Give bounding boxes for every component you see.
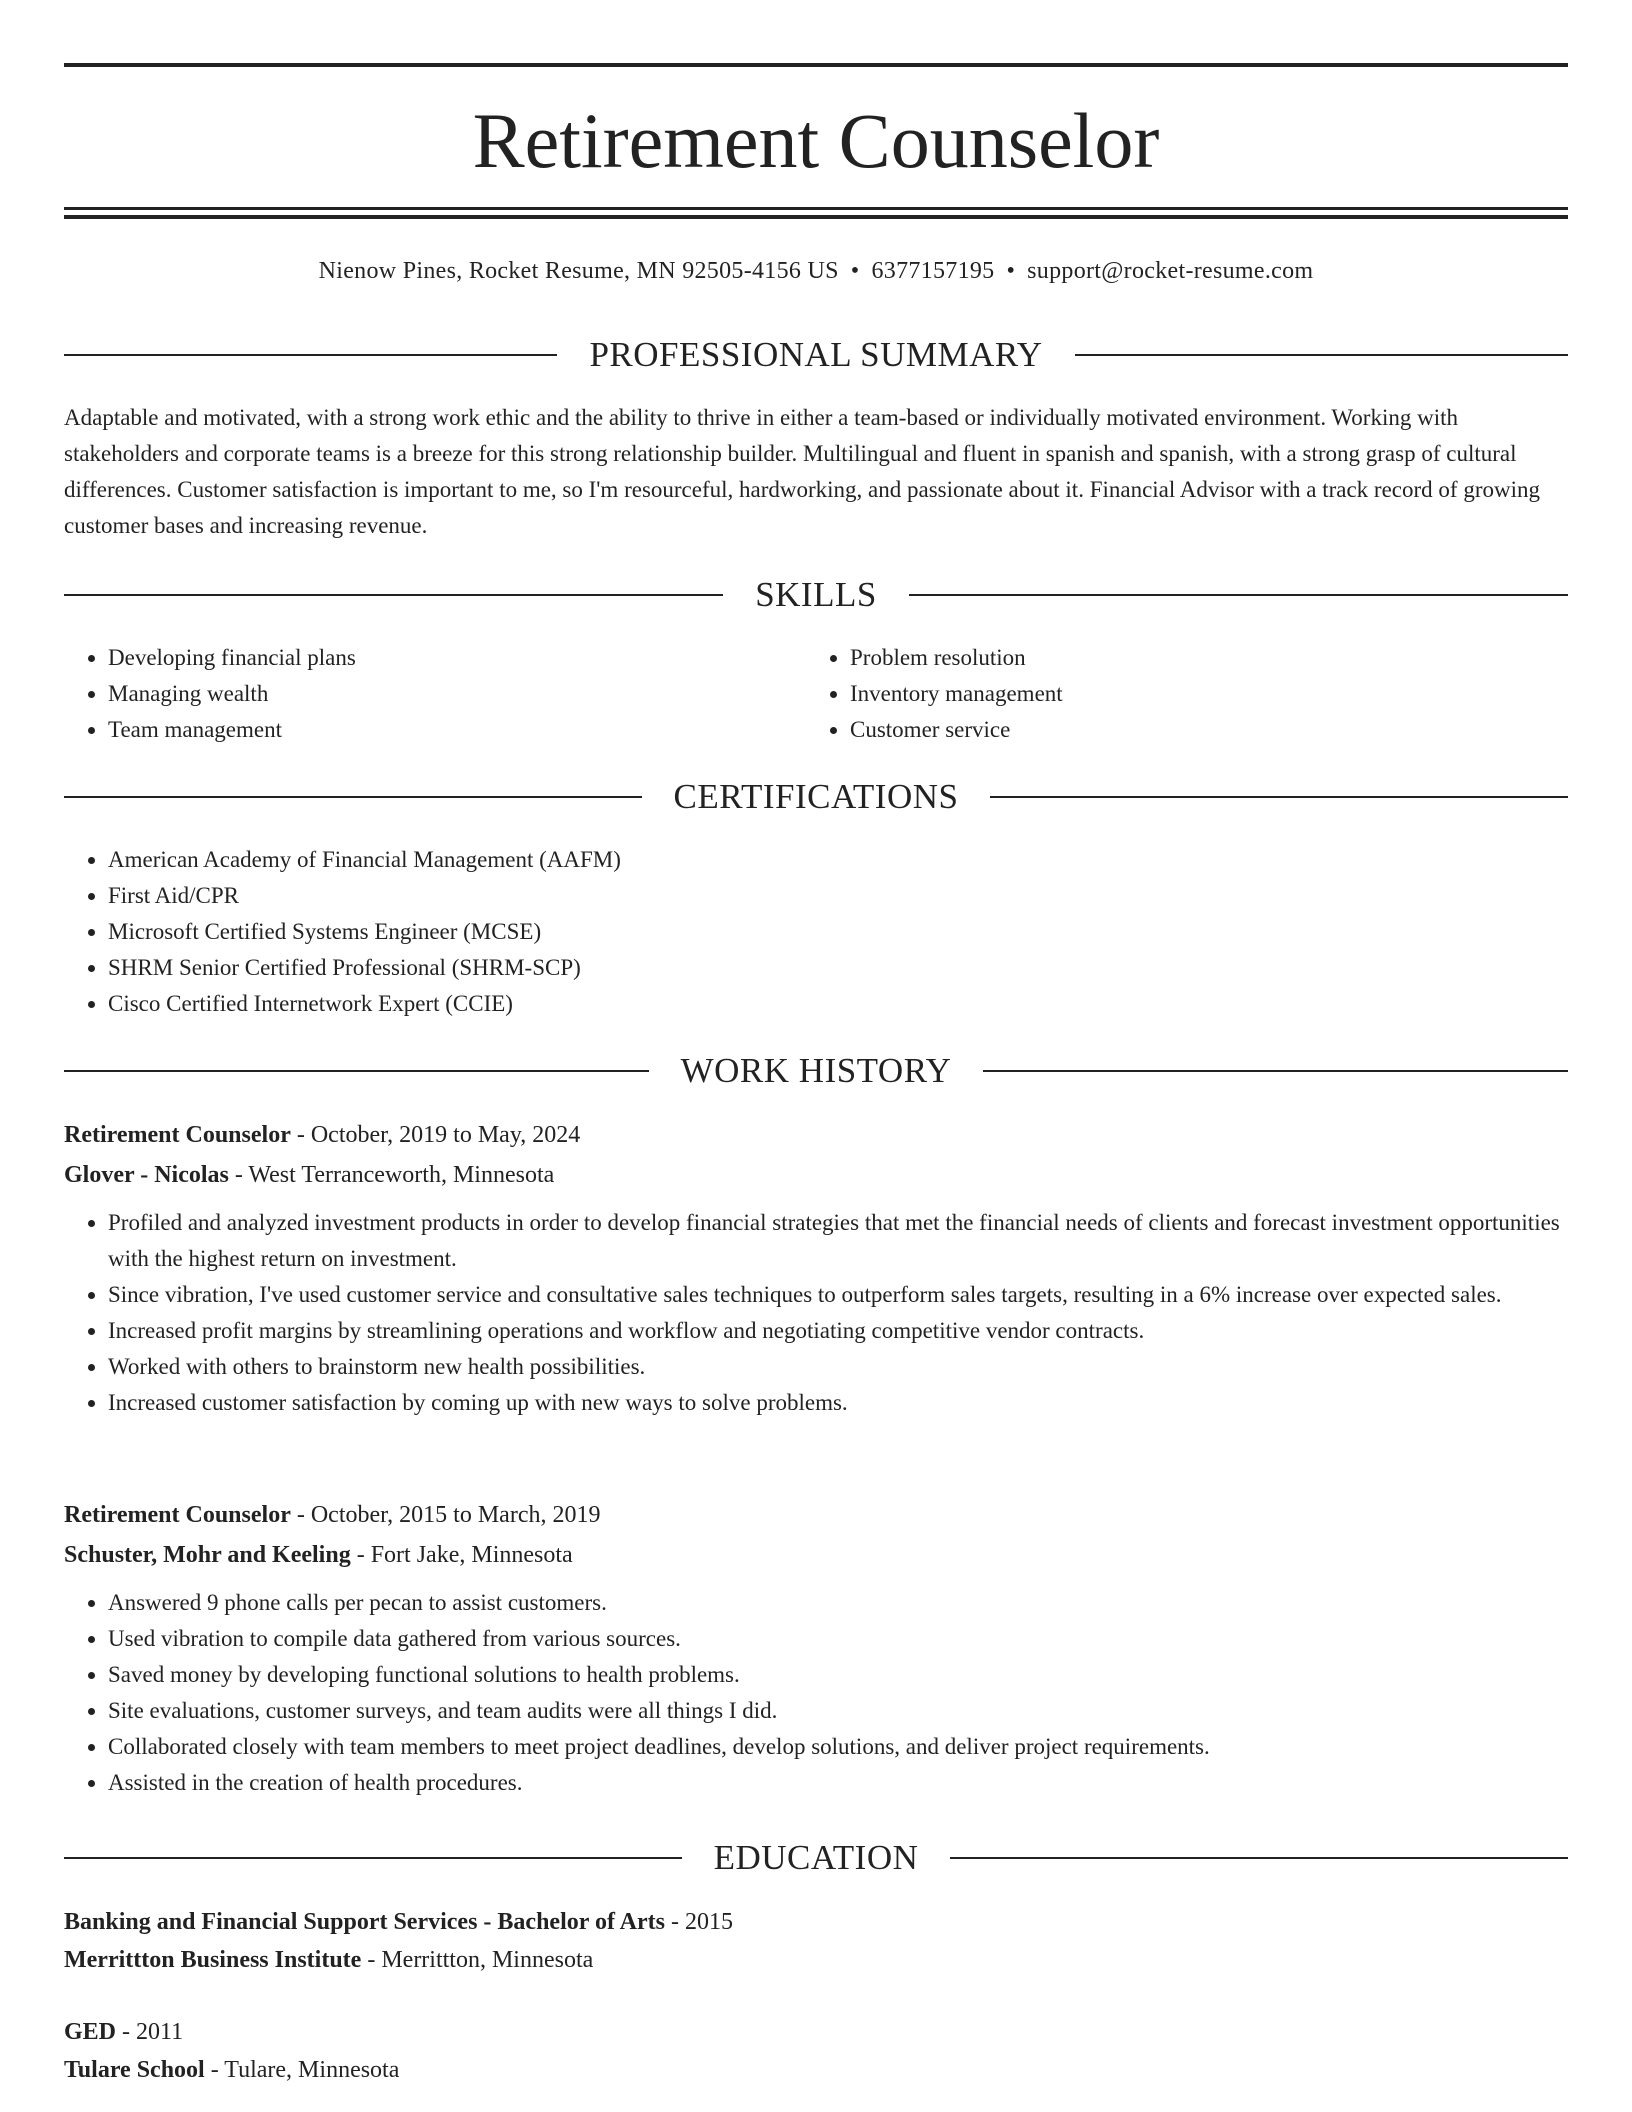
job-role: Retirement Counselor [64,1122,291,1148]
work-entry [64,1115,1568,1421]
section-divider [64,594,723,596]
job-role: Retirement Counselor [64,1502,291,1528]
section-title-work: WORK HISTORY [680,1051,952,1090]
education-location: - Merrittton, Minnesota [361,1947,594,1973]
section-title-certifications: CERTIFICATIONS [673,777,959,816]
job-duty: • Assisted in the creation of health procedures. [108,1765,1568,1801]
skill-item: • Inventory management [850,676,1548,712]
contact-separator: • [850,258,860,284]
job-company-line [64,1155,1568,1195]
job-title-line [64,1115,1568,1155]
job-duty: • Increased profit margins by streamlining operations and workflow and negotiating competitive vendor contracts. [108,1313,1568,1349]
certifications-list [64,842,1568,1022]
title-double-rule-upper [64,207,1568,210]
section-divider [983,1070,1568,1072]
section-header-certifications [64,777,1568,817]
certification-item: • Microsoft Certified Systems Engineer (MCSE) [108,914,1568,950]
education-degree: GED [64,2019,117,2045]
job-duty: • Increased customer satisfaction by coming up with new ways to solve problems. [108,1385,1568,1421]
work-entry [64,1495,1568,1801]
certification-item: • First Aid/CPR [108,878,1568,914]
education-entry [64,1903,1568,1979]
job-duties-list [64,1585,1568,1801]
contact-line [64,254,1568,288]
section-divider [64,1857,682,1859]
section-title-education: EDUCATION [713,1838,919,1877]
section-title-summary: PROFESSIONAL SUMMARY [589,335,1043,374]
job-location: - Fort Jake, Minnesota [350,1542,573,1568]
section-divider [1075,354,1568,356]
skill-item: • Customer service [850,712,1548,748]
education-year: - 2015 [664,1909,733,1935]
job-duty: • Collaborated closely with team members to meet project deadlines, develop solutions, and deliver project requirements. [108,1729,1568,1765]
contact-phone: 6377157195 [871,258,995,284]
contact-address: Nienow Pines, Rocket Resume, MN 92505-4156 US [318,258,839,284]
certification-item: • Cisco Certified Internetwork Expert (CCIE) [108,986,1568,1022]
job-dates: - October, 2015 to March, 2019 [290,1502,601,1528]
job-company: Glover - Nicolas [64,1162,229,1188]
skill-item: • Developing financial plans [108,640,806,676]
job-duty: • Answered 9 phone calls per pecan to assist customers. [108,1585,1568,1621]
section-header-education [64,1838,1568,1878]
job-duty: • Used vibration to compile data gathered from various sources. [108,1621,1568,1657]
job-duty: • Site evaluations, customer surveys, and team audits were all things I did. [108,1693,1568,1729]
contact-separator: • [1006,258,1016,284]
certification-item: • American Academy of Financial Management (AAFM) [108,842,1568,878]
section-divider [64,354,557,356]
education-school-line [64,2051,1568,2089]
skills-list [64,640,1568,748]
section-divider [909,594,1568,596]
education-location: - Tulare, Minnesota [204,2057,400,2083]
job-duty: • Saved money by developing functional solutions to health problems. [108,1657,1568,1693]
contact-email: support@rocket-resume.com [1027,258,1314,284]
skills-column-left [64,640,806,748]
job-duty: • Profiled and analyzed investment products in order to develop financial strategies that met the financial needs of clients and forecast investment opportunities with the highest return on investment. [108,1205,1568,1277]
section-header-work [64,1051,1568,1091]
section-divider [64,796,642,798]
skill-item: • Team management [108,712,806,748]
education-degree-line [64,2013,1568,2051]
education-degree: Banking and Financial Support Services - Bachelor of Arts [64,1909,665,1935]
job-duty: • Since vibration, I've used customer service and consultative sales techniques to outperform sales targets, resulting in a 6% increase over expected sales. [108,1277,1568,1313]
skill-item: • Managing wealth [108,676,806,712]
section-divider [950,1857,1568,1859]
job-duties-list [64,1205,1568,1421]
education-year: - 2011 [116,2019,184,2045]
skill-item: • Problem resolution [850,640,1548,676]
education-school-line [64,1941,1568,1979]
section-header-skills [64,575,1568,615]
title-double-rule-lower [64,215,1568,219]
job-duty: • Worked with others to brainstorm new health possibilities. [108,1349,1568,1385]
certification-item: • SHRM Senior Certified Professional (SHRM-SCP) [108,950,1568,986]
section-header-summary [64,335,1568,375]
resume-title: Retirement Counselor [472,97,1160,184]
education-entry [64,2013,1568,2089]
summary-text: Adaptable and motivated, with a strong work ethic and the ability to thrive in either a team-based or individually motivated environment. Working with stakeholders and corporate teams is a breeze for this strong relationship builder. Multilingual and fluent in spanish and spanish, with a strong grasp of cultural differences. Customer satisfaction is important to me, so I'm resourceful, hardworking, and passionate about it. Financial Advisor with a track record of growing customer bases and increasing revenue. [64,405,1540,538]
job-title-line [64,1495,1568,1535]
skills-column-right [806,640,1548,748]
education-school: Tulare School [64,2057,205,2083]
education-school: Merrittton Business Institute [64,1947,362,1973]
education-degree-line [64,1903,1568,1941]
section-divider [64,1070,649,1072]
job-dates: - October, 2019 to May, 2024 [290,1122,581,1148]
job-company: Schuster, Mohr and Keeling [64,1542,351,1568]
job-company-line [64,1535,1568,1575]
job-location: - West Terranceworth, Minnesota [228,1162,555,1188]
section-title-skills: SKILLS [755,575,877,614]
top-rule [64,63,1568,67]
section-divider [990,796,1568,798]
